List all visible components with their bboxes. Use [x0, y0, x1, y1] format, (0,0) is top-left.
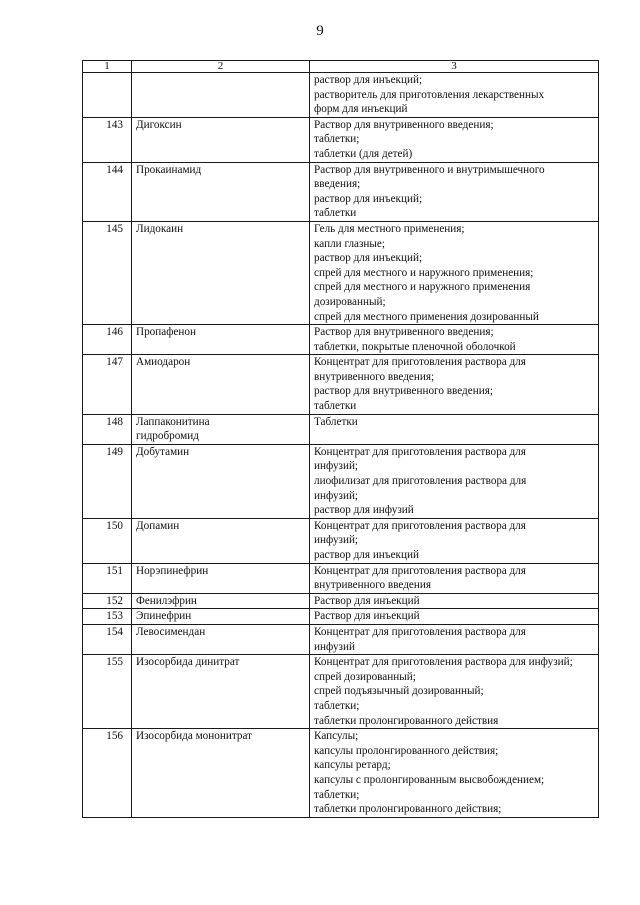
table-row	[83, 729, 599, 818]
row-number-cell: 149	[83, 444, 132, 518]
header-cell-column-3: 3	[310, 61, 599, 73]
drug-name-cell: Лаппаконитина гидробромид	[132, 414, 310, 444]
row-number-cell: 148	[83, 414, 132, 444]
dosage-forms-cell: Капсулы; капсулы пролонгированного действия; капсулы ретард; капсулы с пролонгированным высвобождением; таблетки; таблетки пролонгированного действия;	[310, 729, 599, 818]
drug-name-cell: Фенилэфрин	[132, 593, 310, 609]
drug-table-body	[83, 61, 599, 818]
table-row	[83, 518, 599, 563]
table-row	[83, 221, 599, 324]
row-number-cell	[83, 73, 132, 118]
dosage-forms-cell: Концентрат для приготовления раствора для внутривенного введения	[310, 563, 599, 593]
dosage-forms-cell: Раствор для внутривенного и внутримышечного введения; раствор для инъекций; таблетки	[310, 162, 599, 221]
drug-name-cell	[132, 73, 310, 118]
table-row	[83, 73, 599, 118]
table-row	[83, 325, 599, 355]
dosage-forms-cell: Раствор для внутривенного введения; таблетки, покрытые пленочной оболочкой	[310, 325, 599, 355]
row-number-cell: 147	[83, 355, 132, 414]
dosage-forms-cell: Гель для местного применения; капли глазные; раствор для инъекций; спрей для местного и наружного применения; спрей для местного и наружного применения дозированный; спрей для местного применения дозированный	[310, 221, 599, 324]
drug-name-cell: Эпинефрин	[132, 609, 310, 625]
row-number-cell: 154	[83, 624, 132, 654]
table-row	[83, 414, 599, 444]
drug-name-cell: Добутамин	[132, 444, 310, 518]
table-row	[83, 355, 599, 414]
dosage-forms-cell: Концентрат для приготовления раствора для инфузий; лиофилизат для приготовления раствора для инфузий; раствор для инфузий	[310, 444, 599, 518]
header-cell-column-1: 1	[83, 61, 132, 73]
dosage-forms-cell: раствор для инъекций; растворитель для приготовления лекарственных форм для инъекций	[310, 73, 599, 118]
dosage-forms-cell: Раствор для инъекций	[310, 609, 599, 625]
row-number-cell: 152	[83, 593, 132, 609]
table-row	[83, 563, 599, 593]
row-number-cell: 153	[83, 609, 132, 625]
drug-name-cell: Прокаинамид	[132, 162, 310, 221]
drug-name-cell: Дигоксин	[132, 117, 310, 162]
row-number-cell: 143	[83, 117, 132, 162]
page-number: 9	[316, 23, 324, 39]
dosage-forms-cell: Раствор для внутривенного введения; таблетки; таблетки (для детей)	[310, 117, 599, 162]
table-row	[83, 624, 599, 654]
drug-name-cell: Норэпинефрин	[132, 563, 310, 593]
drug-table	[82, 60, 599, 818]
drug-name-cell: Амиодарон	[132, 355, 310, 414]
table-row	[83, 117, 599, 162]
dosage-forms-cell: Концентрат для приготовления раствора для внутривенного введения; раствор для внутривенного введения; таблетки	[310, 355, 599, 414]
drug-name-cell: Изосорбида динитрат	[132, 655, 310, 729]
row-number-cell: 145	[83, 221, 132, 324]
drug-name-cell: Допамин	[132, 518, 310, 563]
dosage-forms-cell: Концентрат для приготовления раствора для инфузий; раствор для инъекций	[310, 518, 599, 563]
dosage-forms-cell: Таблетки	[310, 414, 599, 444]
header-cell-column-2: 2	[132, 61, 310, 73]
drug-name-cell: Пропафенон	[132, 325, 310, 355]
row-number-cell: 144	[83, 162, 132, 221]
table-row	[83, 655, 599, 729]
drug-name-cell: Изосорбида мононитрат	[132, 729, 310, 818]
row-number-cell: 150	[83, 518, 132, 563]
drug-name-cell: Левосимендан	[132, 624, 310, 654]
row-number-cell: 155	[83, 655, 132, 729]
dosage-forms-cell: Концентрат для приготовления раствора для инфузий	[310, 624, 599, 654]
row-number-cell: 151	[83, 563, 132, 593]
row-number-cell: 146	[83, 325, 132, 355]
table-row	[83, 593, 599, 609]
table-row	[83, 444, 599, 518]
table-row	[83, 162, 599, 221]
dosage-forms-cell: Раствор для инъекций	[310, 593, 599, 609]
table-row	[83, 609, 599, 625]
row-number-cell: 156	[83, 729, 132, 818]
drug-name-cell: Лидокаин	[132, 221, 310, 324]
dosage-forms-cell: Концентрат для приготовления раствора для инфузий; спрей дозированный; спрей подъязычный дозированный; таблетки; таблетки пролонгированного действия	[310, 655, 599, 729]
table-header-row	[83, 61, 599, 73]
